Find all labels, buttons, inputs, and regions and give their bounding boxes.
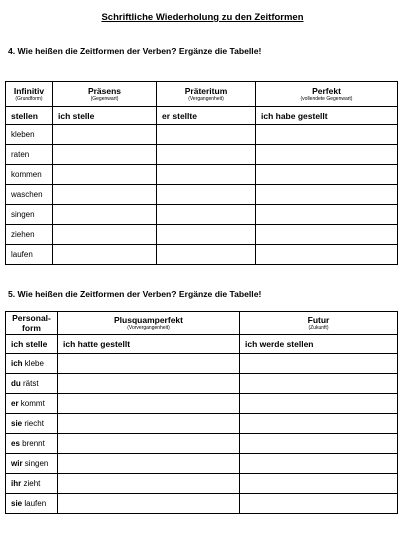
answer-cell[interactable]: [53, 185, 157, 205]
answer-cell[interactable]: [256, 165, 398, 185]
answer-cell[interactable]: [240, 374, 398, 394]
verb-cell: wir singen: [6, 454, 58, 474]
table-row: [6, 245, 398, 265]
verb-cell: es brennt: [6, 434, 58, 454]
answer-cell[interactable]: [256, 245, 398, 265]
table-header-row: [6, 82, 398, 107]
example-personalform: ich stelle: [6, 335, 58, 354]
answer-cell[interactable]: [53, 245, 157, 265]
answer-cell[interactable]: [53, 145, 157, 165]
answer-cell[interactable]: [240, 434, 398, 454]
header-futur: Futur (Zukunft): [240, 312, 398, 335]
verb-cell: laufen: [6, 245, 53, 265]
header-infinitiv: Infinitiv (Grundform): [6, 82, 53, 107]
table-row: [6, 434, 398, 454]
header-personalform: Personal- form: [6, 312, 58, 335]
example-plusquamperfekt: ich hatte gestellt: [58, 335, 240, 354]
example-perfekt: ich habe gestellt: [256, 107, 398, 125]
verb-cell: sie laufen: [6, 494, 58, 514]
example-praeteritum: er stellte: [157, 107, 256, 125]
table-row: [6, 374, 398, 394]
answer-cell[interactable]: [58, 434, 240, 454]
verb-cell: sie riecht: [6, 414, 58, 434]
verb-cell: ziehen: [6, 225, 53, 245]
answer-cell[interactable]: [58, 374, 240, 394]
table-row: [6, 414, 398, 434]
answer-cell[interactable]: [157, 145, 256, 165]
table-row: [6, 165, 398, 185]
table-task-5: [5, 311, 398, 514]
table-row: [6, 205, 398, 225]
table-row: [6, 145, 398, 165]
answer-cell[interactable]: [58, 354, 240, 374]
answer-cell[interactable]: [157, 205, 256, 225]
answer-cell[interactable]: [157, 185, 256, 205]
answer-cell[interactable]: [256, 185, 398, 205]
table-row: [6, 185, 398, 205]
answer-cell[interactable]: [240, 494, 398, 514]
answer-cell[interactable]: [240, 454, 398, 474]
task-5-heading: 5. Wie heißen die Zeitformen der Verben? Ergänze die Tabelle!: [8, 289, 262, 299]
answer-cell[interactable]: [256, 205, 398, 225]
example-praesens: ich stelle: [53, 107, 157, 125]
answer-cell[interactable]: [53, 205, 157, 225]
verb-cell: waschen: [6, 185, 53, 205]
table-row: [6, 474, 398, 494]
table-row: [6, 225, 398, 245]
verb-cell: ihr zieht: [6, 474, 58, 494]
answer-cell[interactable]: [240, 394, 398, 414]
answer-cell[interactable]: [58, 494, 240, 514]
table-row: [6, 354, 398, 374]
table-task-4: [5, 81, 398, 265]
example-infinitiv: stellen: [6, 107, 53, 125]
table-row: [6, 494, 398, 514]
answer-cell[interactable]: [157, 165, 256, 185]
verb-cell: kommen: [6, 165, 53, 185]
answer-cell[interactable]: [58, 394, 240, 414]
answer-cell[interactable]: [58, 454, 240, 474]
example-row: [6, 107, 398, 125]
answer-cell[interactable]: [157, 125, 256, 145]
worksheet-title: Schriftliche Wiederholung zu den Zeitformen: [101, 12, 304, 23]
example-futur: ich werde stellen: [240, 335, 398, 354]
answer-cell[interactable]: [256, 125, 398, 145]
answer-cell[interactable]: [256, 145, 398, 165]
table-row: [6, 454, 398, 474]
answer-cell[interactable]: [58, 474, 240, 494]
answer-cell[interactable]: [157, 245, 256, 265]
verb-cell: er kommt: [6, 394, 58, 414]
verb-cell: du rätst: [6, 374, 58, 394]
verb-cell: ich klebe: [6, 354, 58, 374]
task-4-heading: 4. Wie heißen die Zeitformen der Verben? Ergänze die Tabelle!: [8, 46, 262, 56]
verb-cell: kleben: [6, 125, 53, 145]
header-praesens: Präsens (Gegenwart): [53, 82, 157, 107]
answer-cell[interactable]: [157, 225, 256, 245]
answer-cell[interactable]: [240, 474, 398, 494]
verb-cell: singen: [6, 205, 53, 225]
header-plusquamperfekt: Plusquamperfekt (Vorvergangenheit): [58, 312, 240, 335]
answer-cell[interactable]: [240, 414, 398, 434]
answer-cell[interactable]: [53, 165, 157, 185]
header-perfekt: Perfekt (vollendete Gegenwart): [256, 82, 398, 107]
example-row: [6, 335, 398, 354]
header-praeteritum: Präteritum (Vergangenheit): [157, 82, 256, 107]
verb-cell: raten: [6, 145, 53, 165]
table-row: [6, 125, 398, 145]
answer-cell[interactable]: [53, 225, 157, 245]
answer-cell[interactable]: [240, 354, 398, 374]
answer-cell[interactable]: [256, 225, 398, 245]
table-header-row: [6, 312, 398, 335]
answer-cell[interactable]: [53, 125, 157, 145]
table-row: [6, 394, 398, 414]
answer-cell[interactable]: [58, 414, 240, 434]
